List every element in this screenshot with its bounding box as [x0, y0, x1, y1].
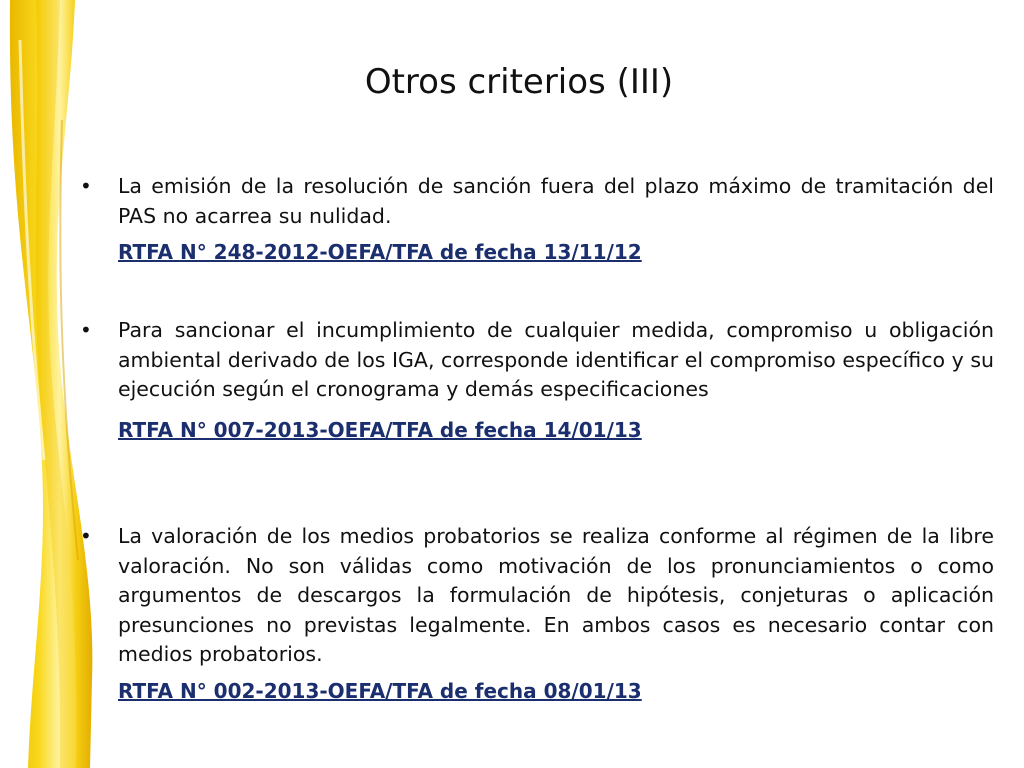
item-text: La valoración de los medios probatorios se realiza conforme al régimen de la libre valoración. No son válidas como motivación de los pronunciamientos o como argumentos de descargos la formulación de hipótesis, conjeturas o aplicación presunciones no previstas legalmente. En ambos casos es necesario contar con medios probatorios. [118, 524, 994, 666]
reference-link[interactable]: RTFA N° 007-2013-OEFA/TFA de fecha 14/01/13 [118, 417, 642, 442]
list-item [80, 172, 994, 265]
decorative-yellow-stripe [0, 0, 110, 768]
bullet-icon: • [80, 524, 92, 548]
reference-link[interactable]: RTFA N° 248-2012-OEFA/TFA de fecha 13/11/12 [118, 240, 642, 264]
reference-link[interactable]: RTFA N° 002-2013-OEFA/TFA de fecha 08/01/13 [118, 678, 642, 703]
item-text: La emisión de la resolución de sanción fuera del plazo máximo de tramitación del PAS no acarrea su nulidad. [118, 174, 994, 228]
bullet-icon: • [80, 174, 92, 198]
bullet-icon: • [80, 318, 92, 342]
item-text: Para sancionar el incumplimiento de cualquier medida, compromiso u obligación ambiental derivado de los IGA, corresponde identificar el compromiso específico y su ejecución según el cronograma y demás especificaciones [118, 318, 994, 401]
slide-title: Otros criterios (III) [364, 62, 674, 102]
list-item [80, 522, 994, 704]
list-item [80, 316, 994, 443]
